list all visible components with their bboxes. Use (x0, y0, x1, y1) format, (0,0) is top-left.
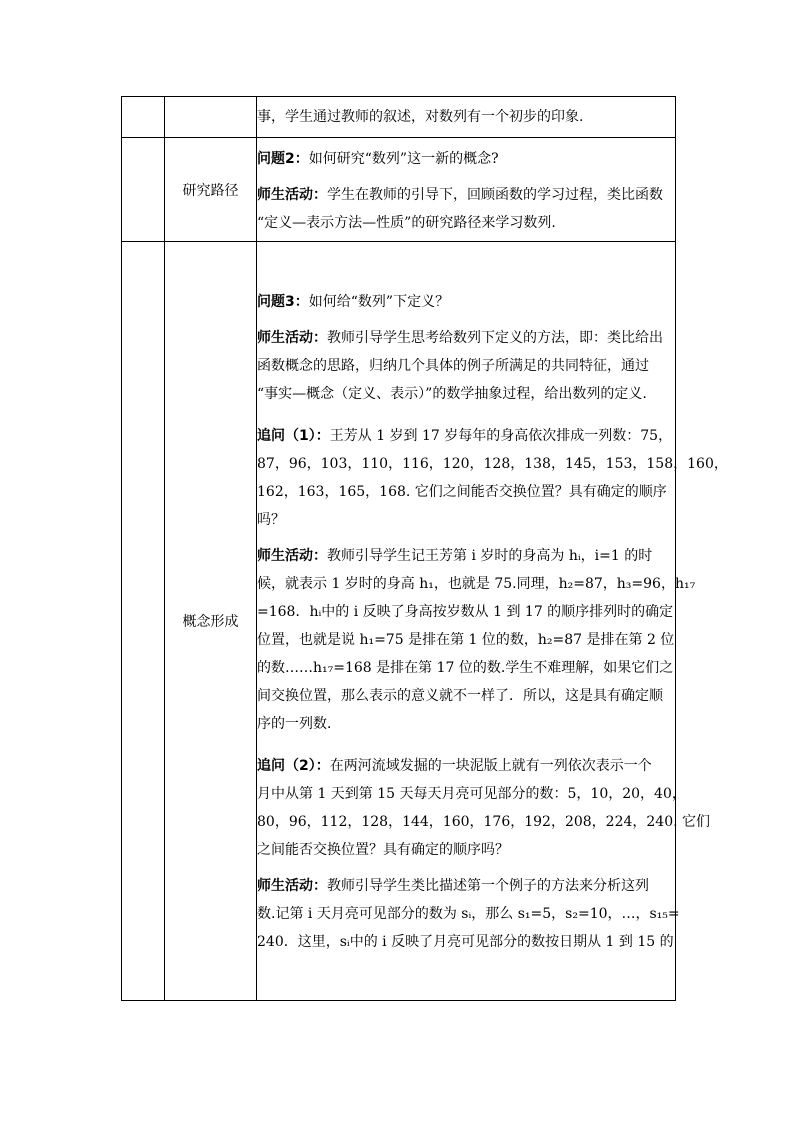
text-line: 事，学生通过教师的叙述，对数列有一个初步的印象. (257, 109, 584, 125)
stage-cell (165, 97, 257, 138)
followup-line: 追问（1）：王芳从 1 岁到 17 岁每年的身高依次排成一列数：75， (257, 428, 673, 444)
activity-label: 师生活动： (257, 330, 327, 346)
followup-line: 162，163，165，168. 它们之间能否交换位置？具有确定的顺序 (257, 484, 667, 500)
question-label: 问题3： (257, 294, 309, 310)
activity-line: 的数……h₁₇=168 是排在第 17 位的数.学生不难理解，如果它们之 (257, 660, 674, 676)
followup-label: 追问（1）： (257, 428, 330, 444)
activity-label: 师生活动： (257, 878, 327, 894)
activity-line: “定义—表示方法—性质”的研究路径来学习数列. (257, 214, 556, 231)
followup-label: 追问（2）： (257, 758, 330, 774)
stage-cell: 概念形成 (165, 242, 257, 1001)
activity-line: 函数概念的思路，归纳几个具体的例子所满足的共同特征，通过 (257, 358, 649, 374)
followup-line: 月中从第 1 天到第 15 天每天月亮可见部分的数：5，10，20，40， (257, 786, 686, 802)
content-cell (257, 97, 676, 138)
question-line (257, 145, 675, 173)
lesson-table (121, 96, 728, 1001)
followup-line: 追问（2）：在两河流域发掘的一块泥版上就有一列依次表示一个 (257, 758, 652, 774)
activity-line: 师生活动：教师引导学生记王芳第 i 岁时的身高为 hᵢ，i=1 的时 (257, 548, 653, 564)
table-row (122, 97, 676, 138)
activity-label: 师生活动： (257, 548, 327, 564)
activity-text: 学生在教师的引导下，回顾函数的学习过程，类比函数 (327, 186, 663, 203)
followup-line: 80，96，112，128，144，160，176，192，208，224，240. 它们 (257, 814, 711, 830)
table-row (122, 242, 676, 1001)
index-cell (122, 138, 165, 242)
activity-line: 间交换位置，那么表示的意义就不一样了．所以，这是具有确定顺 (257, 688, 663, 704)
activity-line: 序的一列数． (257, 716, 341, 732)
content-cell (257, 242, 728, 1001)
activity-line: 候，就表示 1 岁时的身高 h₁，也就是 75.同理，h₂=87，h₃=96，h₁₇ (257, 576, 696, 592)
activity-label: 师生活动： (257, 186, 327, 203)
table-row (122, 138, 676, 242)
followup-line: 吗？ (257, 512, 285, 528)
activity-line: 位置，也就是说 h₁=75 是排在第 1 位的数，h₂=87 是排在第 2 位 (257, 632, 675, 648)
stage-cell: 研究路径 (165, 138, 257, 242)
index-cell (122, 97, 165, 138)
activity-line: =168．hᵢ中的 i 反映了身高按岁数从 1 到 17 的顺序排列时的确定 (257, 604, 674, 620)
activity-line: “事实—概念（定义、表示）”的数学抽象过程，给出数列的定义. (257, 386, 647, 402)
question-line (257, 288, 675, 316)
activity-line: 师生活动：教师引导学生类比描述第一个例子的方法来分析这列 (257, 878, 649, 894)
question-label: 问题2： (257, 150, 309, 167)
followup-line: 87，96，103，110，116，120，128，138，145，153，158，160， (257, 456, 728, 472)
index-cell (122, 242, 165, 1001)
content-cell (257, 138, 676, 242)
question-text: 如何研究“数列”这一新的概念? (308, 150, 499, 167)
activity-line: 数.记第 i 天月亮可见部分的数为 sᵢ，那么 s₁=5，s₂=10，…，s₁₅= (257, 906, 680, 922)
followup-line: 之间能否交换位置？具有确定的顺序吗？ (257, 842, 509, 858)
activity-line: 师生活动：教师引导学生思考给数列下定义的方法，即：类比给出 (257, 330, 663, 346)
question-text: 如何给“数列”下定义？ (308, 294, 450, 310)
activity-line (257, 181, 675, 209)
activity-line: 240．这里，sᵢ中的 i 反映了月亮可见部分的数按日期从 1 到 15 的 (257, 934, 674, 950)
